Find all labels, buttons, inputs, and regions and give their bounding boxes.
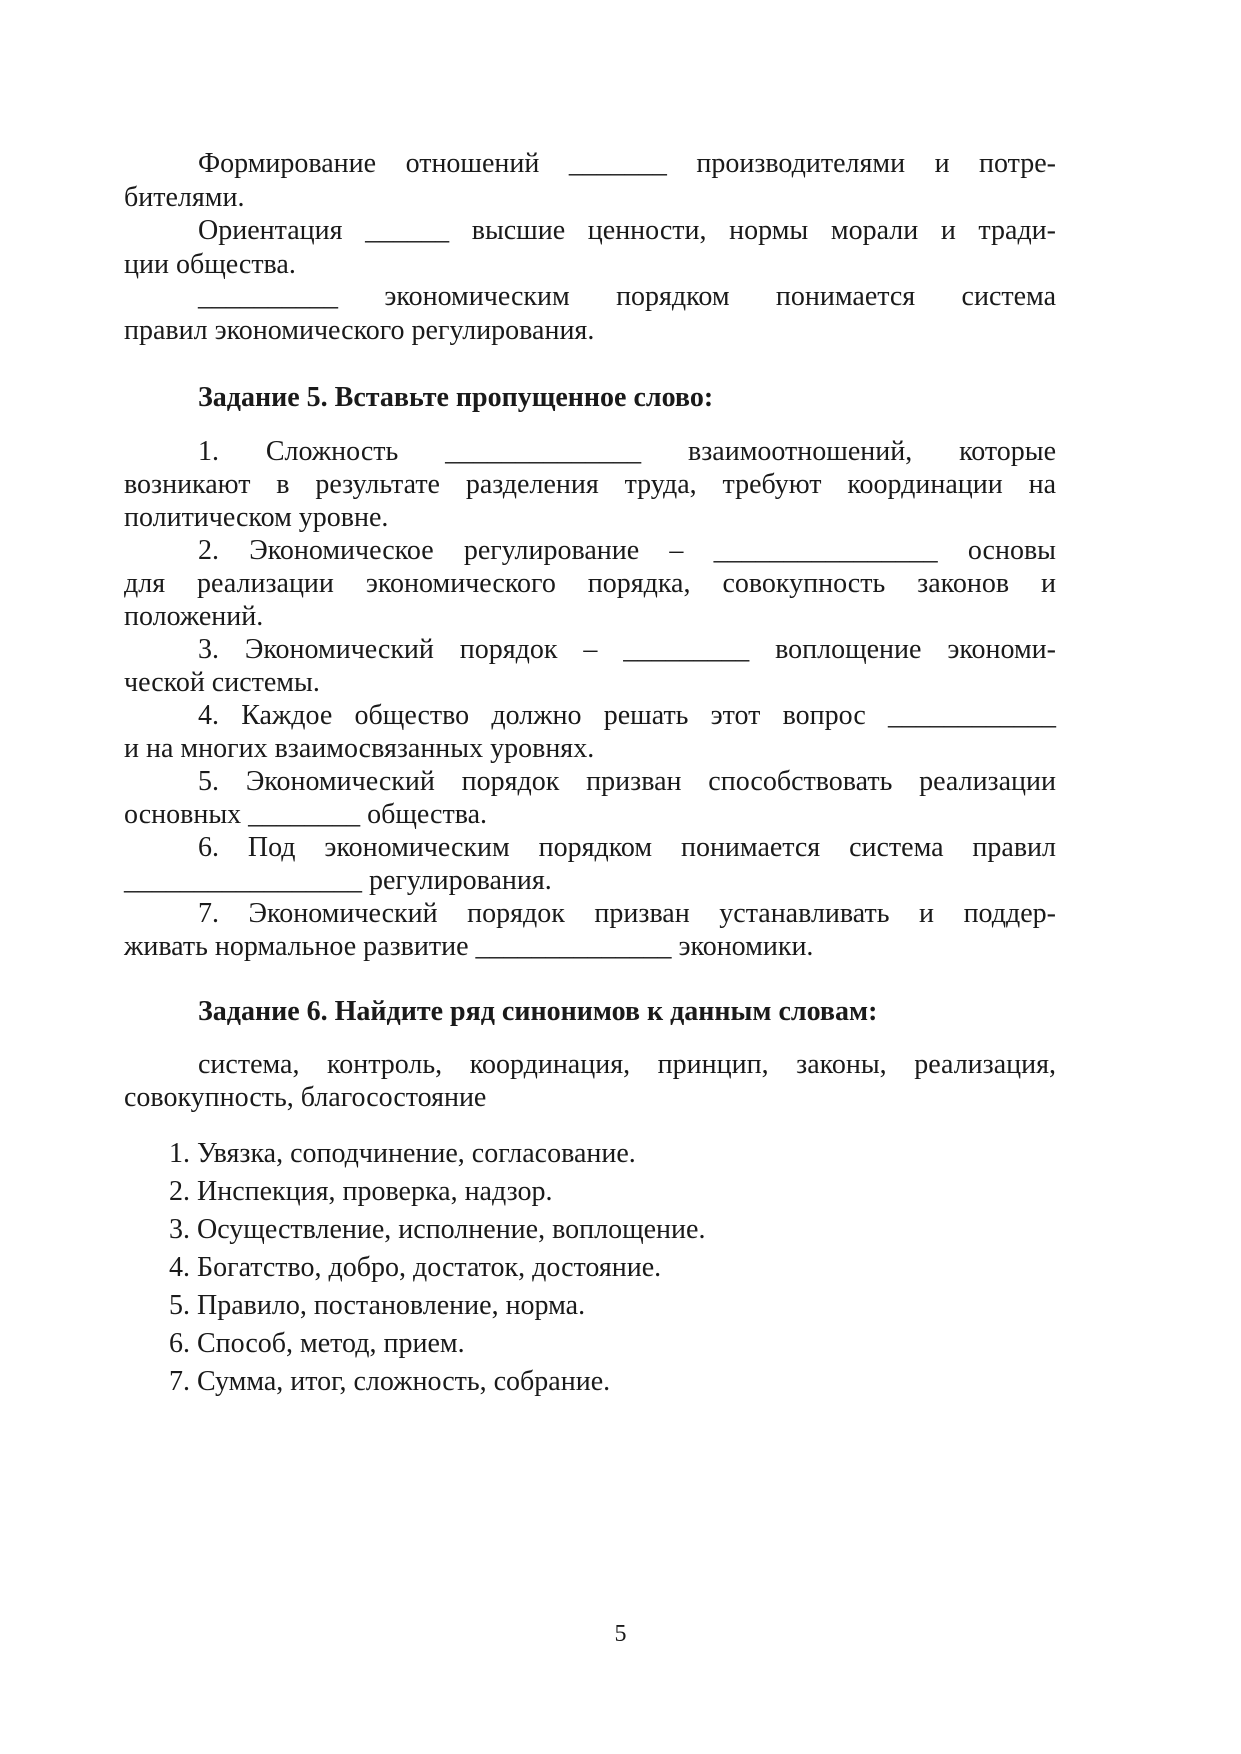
task6-words-line: совокупность, благосостояние xyxy=(124,1082,487,1113)
task5-line: 2. Экономическое регулирование – ________________ основы xyxy=(198,535,1056,566)
list-item xyxy=(160,1248,1040,1288)
intro-line: правил экономического регулирования. xyxy=(124,315,595,346)
task5-line: 5. Экономический порядок призван способствовать реализации xyxy=(198,766,1056,797)
list-item xyxy=(160,1286,1040,1326)
list-item xyxy=(160,1324,1040,1364)
list-item-text: Способ, метод, прием. xyxy=(197,1328,465,1359)
intro-line: Ориентация ______ высшие ценности, нормы морали и тради- xyxy=(198,215,1056,246)
task5-line: основных ________ общества. xyxy=(124,799,488,830)
task5-line: живать нормальное развитие ______________ экономики. xyxy=(124,931,814,962)
task5-line: 7. Экономический порядок призван устанавливать и поддер- xyxy=(198,898,1056,929)
intro-line: ции общества. xyxy=(124,249,296,280)
list-item xyxy=(160,1210,1040,1250)
task5-line: возникают в результате разделения труда, требуют координации на xyxy=(124,469,1056,500)
intro-line: __________ экономическим порядком понимается система xyxy=(198,281,1056,312)
task5-line: 6. Под экономическим порядком понимается система правил xyxy=(198,832,1056,863)
task5-line: политическом уровне. xyxy=(124,502,389,533)
list-item-number: 5. xyxy=(169,1290,190,1321)
list-item-text: Инспекция, проверка, надзор. xyxy=(197,1176,553,1207)
list-item xyxy=(160,1362,1040,1402)
list-item xyxy=(160,1134,1040,1174)
task5-line: 4. Каждое общество должно решать этот вопрос ____________ xyxy=(198,700,1056,731)
list-item-number: 2. xyxy=(169,1176,190,1207)
list-item-text: Осуществление, исполнение, воплощение. xyxy=(197,1214,706,1245)
task5-line: _________________ регулирования. xyxy=(124,865,552,896)
list-item-number: 4. xyxy=(169,1252,190,1283)
list-item-number: 7. xyxy=(169,1366,190,1397)
list-item-number: 6. xyxy=(169,1328,190,1359)
task6-heading: Задание 6. Найдите ряд синонимов к данным словам: xyxy=(198,996,878,1027)
list-item-number: 1. xyxy=(169,1138,190,1169)
task5-line: 3. Экономический порядок – _________ воплощение экономи- xyxy=(198,634,1056,665)
task5-line: ческой системы. xyxy=(124,667,320,698)
list-item-text: Правило, постановление, норма. xyxy=(197,1290,586,1321)
list-item-number: 3. xyxy=(169,1214,190,1245)
page-number: 5 xyxy=(614,1621,627,1647)
list-item xyxy=(160,1172,1040,1212)
task5-line: положений. xyxy=(124,601,264,632)
list-item-text: Увязка, соподчинение, согласование. xyxy=(197,1138,636,1169)
task5-heading: Задание 5. Вставьте пропущенное слово: xyxy=(198,382,714,413)
task5-line: и на многих взаимосвязанных уровнях. xyxy=(124,733,595,764)
intro-line: Формирование отношений _______ производителями и потре- xyxy=(198,148,1056,179)
list-item-text: Богатство, добро, достаток, достояние. xyxy=(197,1252,662,1283)
intro-line: бителями. xyxy=(124,182,245,213)
list-item-text: Сумма, итог, сложность, собрание. xyxy=(197,1366,611,1397)
task5-line: для реализации экономического порядка, совокупность законов и xyxy=(124,568,1056,599)
task6-words-line: система, контроль, координация, принцип, законы, реализация, xyxy=(198,1049,1056,1080)
task5-line: 1. Сложность ______________ взаимоотношений, которые xyxy=(198,436,1056,467)
